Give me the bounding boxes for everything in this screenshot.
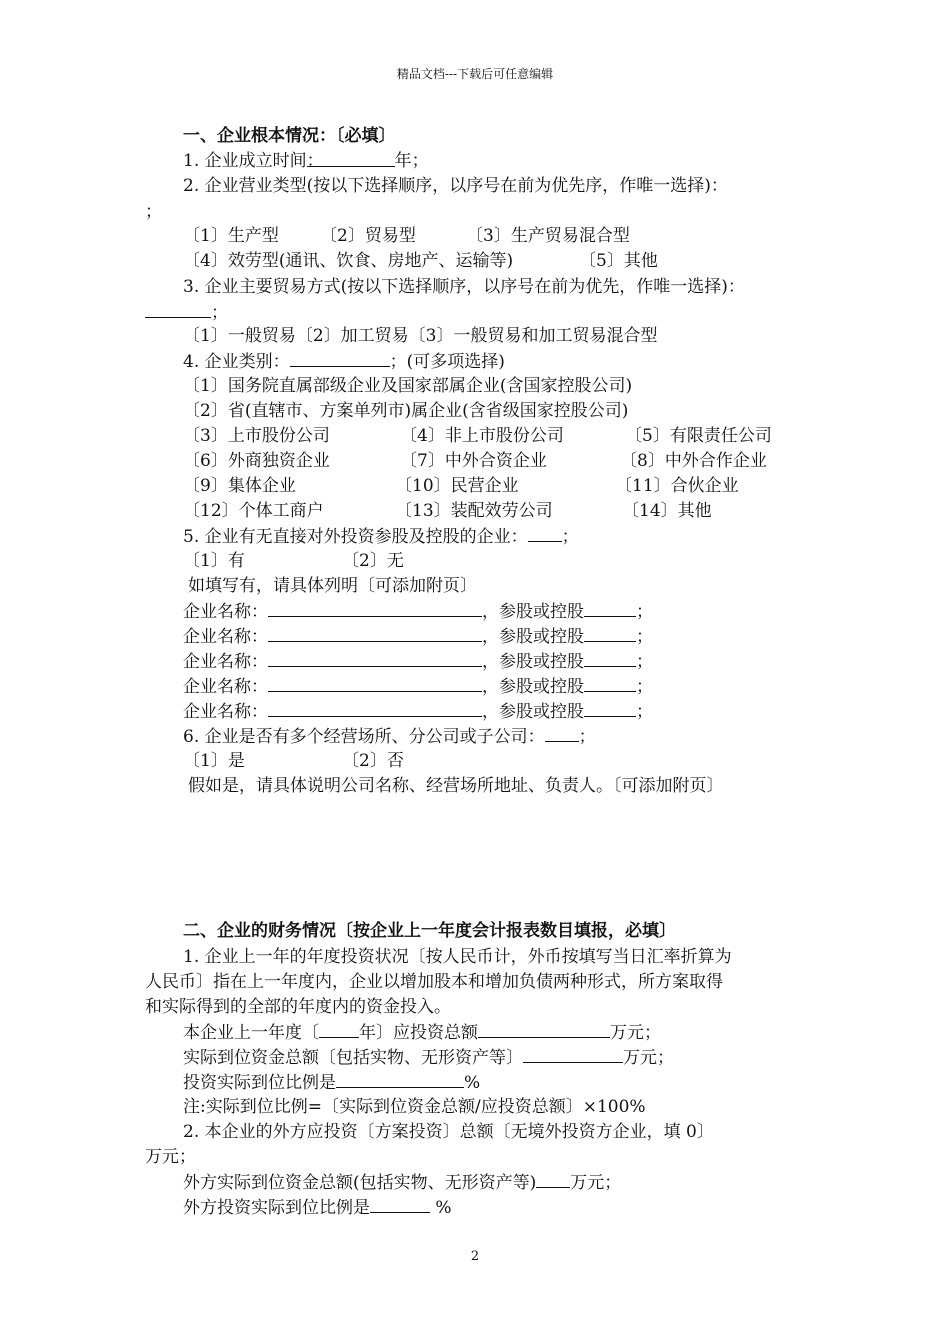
company-stake-label: ，参股或控股: [482, 652, 584, 672]
company-name-blank[interactable]: [268, 600, 482, 617]
foreign-ratio-label: 外方投资实际到位比例是: [183, 1198, 370, 1218]
q2-option-3: 〔3〕生产贸易混合型: [466, 226, 630, 246]
foreign-label: 外方实际到位资金总额(包括实物、无形资产等): [183, 1173, 537, 1193]
q5-option-no: 〔2〕无: [342, 551, 404, 571]
q4-option-4: 〔4〕非上市股份公司: [400, 426, 564, 446]
q5-blank[interactable]: [528, 525, 562, 542]
q4-option-12: 〔12〕个体工商户: [183, 501, 324, 521]
q4-blank[interactable]: [290, 350, 390, 367]
page-header: 精品文档---下载后可任意编辑: [396, 67, 554, 81]
company-label: 企业名称：: [183, 627, 268, 647]
company-stake-blank[interactable]: [584, 625, 636, 642]
q4-option-9: 〔9〕集体企业: [183, 476, 296, 496]
company-label: 企业名称：: [183, 677, 268, 697]
p2-line1: 2. 本企业的外方应投资〔方案投资〕总额〔无境外投资方企业，填 0〕: [183, 1122, 714, 1142]
q2-option-2: 〔2〕贸易型: [320, 226, 416, 246]
q1-suffix: 年；: [394, 151, 429, 171]
q2-option-1: 〔1〕生产型: [183, 226, 279, 246]
q1-label: 1. 企业成立时间: [183, 151, 307, 171]
company-stake-blank[interactable]: [584, 700, 636, 717]
q5-label: 5. 企业有无直接对外投资参股及控股的企业：: [183, 527, 528, 547]
company-stake-label: ，参股或控股: [482, 627, 584, 647]
foreign-ratio-line: [183, 1196, 452, 1219]
invest-label-b: 年〕应投资总额: [359, 1023, 478, 1043]
ratio-line: [183, 1071, 480, 1094]
q6-note: 假如是，请具体说明公司名称、经营场所地址、负责人。〔可添加附页〕: [188, 776, 724, 796]
company-stake-blank[interactable]: [584, 600, 636, 617]
p1-line3: 和实际得到的全部的年度内的资金投入。: [145, 997, 451, 1017]
actual-unit: 万元；: [623, 1048, 674, 1068]
foreign-line: [183, 1171, 621, 1194]
ratio-note: 注:实际到位比例=〔实际到位资金总额/应投资总额〕×100%: [183, 1097, 646, 1117]
q2-option-5: 〔5〕其他: [579, 251, 658, 271]
q5-note: 如填写有，请具体列明〔可添加附页〕: [188, 576, 477, 596]
invest-unit: 万元；: [610, 1023, 661, 1043]
invest-year-blank[interactable]: [319, 1021, 359, 1038]
q2-line2: ；: [145, 202, 162, 222]
company-end: ；: [636, 627, 653, 647]
company-row: [183, 600, 653, 623]
q3-suffix: ；: [211, 303, 228, 323]
foreign-ratio-unit: %: [430, 1198, 452, 1218]
q1-blank[interactable]: [306, 150, 395, 171]
company-row: [183, 700, 653, 723]
company-stake-label: ，参股或控股: [482, 677, 584, 697]
company-row: [183, 625, 653, 648]
page-number: 2: [470, 1249, 480, 1264]
q1-colon: ：: [306, 151, 324, 171]
company-stake-blank[interactable]: [584, 650, 636, 667]
company-name-blank[interactable]: [268, 650, 482, 667]
p1-line1: 1. 企业上一年的年度投资状况〔按人民币计，外币按填写当日汇率折算为: [183, 947, 732, 967]
q4-option-7: 〔7〕中外合资企业: [400, 451, 547, 471]
q6-blank[interactable]: [545, 725, 579, 742]
ratio-unit: %: [464, 1073, 481, 1093]
q4-option-5: 〔5〕有限责任公司: [625, 426, 772, 446]
company-label: 企业名称：: [183, 702, 268, 722]
company-end: ；: [636, 702, 653, 722]
invest-line: [183, 1021, 661, 1044]
ratio-label: 投资实际到位比例是: [183, 1073, 336, 1093]
q6-suffix: ；: [578, 727, 596, 747]
company-stake-blank[interactable]: [584, 675, 636, 692]
section1-title: 一、企业根本情况：〔必填〕: [183, 126, 396, 146]
q4-option-3: 〔3〕上市股份公司: [183, 426, 330, 446]
company-end: ；: [636, 652, 653, 672]
q5-suffix: ；: [561, 527, 579, 547]
company-row: [183, 650, 653, 673]
invest-total-blank[interactable]: [478, 1021, 610, 1038]
q4-option-8: 〔8〕中外合作企业: [620, 451, 767, 471]
q6-option-yes: 〔1〕是: [183, 751, 245, 771]
p2-line2: 万元；: [145, 1147, 196, 1167]
company-end: ；: [636, 602, 653, 622]
q4-option-6: 〔6〕外商独资企业: [183, 451, 330, 471]
q4-suffix: ；(可多项选择): [389, 352, 505, 372]
q1-line: [183, 150, 429, 172]
actual-blank[interactable]: [523, 1046, 623, 1063]
q4-option-1: 〔1〕国务院直属部级企业及国家部属企业(含国家控股公司): [183, 376, 633, 396]
actual-label: 实际到位资金总额〔包括实物、无形资产等〕: [183, 1048, 523, 1068]
q4-option-11: 〔11〕合伙企业: [615, 476, 739, 496]
company-name-blank[interactable]: [268, 675, 482, 692]
q3-line2: [145, 301, 228, 324]
q6-label: 6. 企业是否有多个经营场所、分公司或子公司：: [183, 727, 545, 747]
company-stake-label: ，参股或控股: [482, 702, 584, 722]
q4-label: 4. 企业类别：: [183, 352, 290, 372]
ratio-blank[interactable]: [336, 1071, 464, 1088]
foreign-unit: 万元；: [570, 1173, 622, 1193]
q5-option-yes: 〔1〕有: [183, 551, 245, 571]
q3-line1: 3. 企业主要贸易方式(按以下选择顺序，以序号在前为优先，作唯一选择)：: [183, 277, 745, 297]
section2-title: 二、企业的财务情况〔按企业上一年度会计报表数目填报，必填〕: [183, 921, 676, 941]
q5-line: [183, 525, 579, 548]
p1-line2: 人民币〕指在上一年度内，企业以增加股本和增加负债两种形式，所方案取得: [145, 972, 723, 992]
company-name-blank[interactable]: [268, 625, 482, 642]
company-end: ；: [636, 677, 653, 697]
foreign-blank[interactable]: [536, 1171, 570, 1188]
company-name-blank[interactable]: [268, 700, 482, 717]
foreign-ratio-blank[interactable]: [370, 1196, 430, 1213]
q4-option-13: 〔13〕装配效劳公司: [395, 501, 553, 521]
q2-option-4: 〔4〕效劳型(通讯、饮食、房地产、运输等): [183, 251, 514, 271]
q6-line: [183, 725, 596, 748]
q6-option-no: 〔2〕否: [342, 751, 404, 771]
invest-label-a: 本企业上一年度〔: [183, 1023, 319, 1043]
q4-option-10: 〔10〕民营企业: [395, 476, 519, 496]
company-stake-label: ，参股或控股: [482, 602, 584, 622]
company-row: [183, 675, 653, 698]
q4-option-2: 〔2〕省(直辖市、方案单列市)属企业(含省级国家控股公司): [183, 401, 629, 421]
q2-line1: 2. 企业营业类型(按以下选择顺序，以序号在前为优先序，作唯一选择)：: [183, 176, 728, 196]
company-label: 企业名称：: [183, 602, 268, 622]
q3-blank[interactable]: [145, 301, 211, 318]
actual-line: [183, 1046, 674, 1069]
q4-option-14: 〔14〕其他: [622, 501, 712, 521]
q3-options: 〔1〕一般贸易〔2〕加工贸易〔3〕一般贸易和加工贸易混合型: [183, 326, 658, 346]
company-label: 企业名称：: [183, 652, 268, 672]
q4-line: [183, 350, 505, 373]
